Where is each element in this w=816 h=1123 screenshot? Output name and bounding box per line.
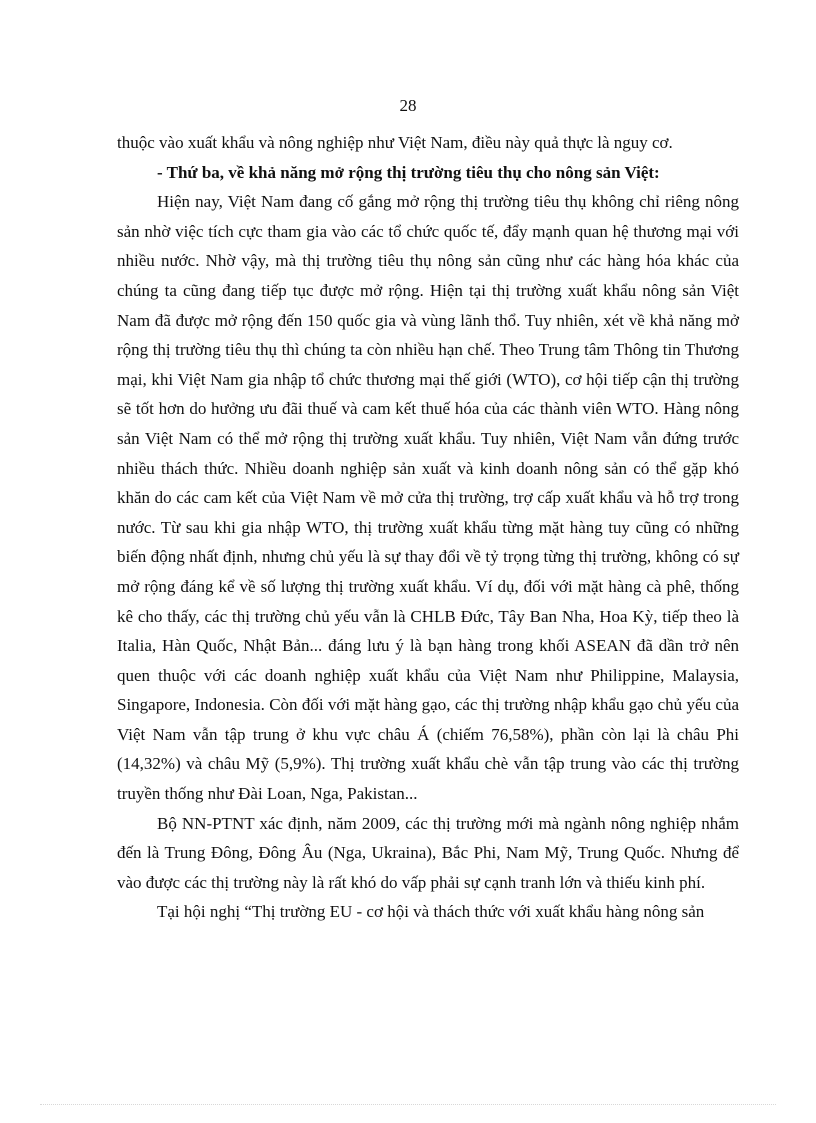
- page-bottom-border: [40, 1104, 776, 1105]
- paragraph-ministry-targets: Bộ NN-PTNT xác định, năm 2009, các thị trường mới mà ngành nông nghiệp nhắm đến là Trung Đông, Đông Âu (Nga, Ukraina), Bắc Phi, Nam Mỹ, Trung Quốc. Nhưng để vào được các thị trường này là rất khó do vấp phải sự cạnh tranh lớn và thiếu kinh phí.: [117, 813, 739, 892]
- paragraph-continuation: thuộc vào xuất khẩu và nông nghiệp như Việt Nam, điều này quả thực là nguy cơ.: [117, 133, 673, 152]
- page-number: 28: [399, 96, 417, 115]
- section-heading: - Thứ ba, về khả năng mở rộng thị trường tiêu thụ cho nông sản Việt:: [157, 162, 660, 182]
- paragraph-eu-conference: Tại hội nghị “Thị trường EU - cơ hội và thách thức với xuất khẩu hàng nông sản: [157, 902, 705, 922]
- body-text: [117, 128, 739, 927]
- paragraph-market-expansion: Hiện nay, Việt Nam đang cố gắng mở rộng thị trường tiêu thụ không chỉ riêng nông sản nhờ việc tích cực tham gia vào các tổ chức quốc tế, đẩy mạnh quan hệ thương mại với nhiều nước. Nhờ vậy, mà thị trường tiêu thụ nông sản cũng như các hàng hóa khác của chúng ta cũng đang tiếp tục được mở rộng. Hiện tại thị trường xuất khẩu nông sản Việt Nam đã được mở rộng đến 150 quốc gia và vùng lãnh thổ. Tuy nhiên, xét về khả năng mở rộng thị trường tiêu thụ thì chúng ta còn nhiều hạn chế. Theo Trung tâm Thông tin Thương mại, khi Việt Nam gia nhập tổ chức thương mại thế giới (WTO), cơ hội tiếp cận thị trường sẽ tốt hơn do hưởng ưu đãi thuế và cam kết thuế hóa của các thành viên WTO. Hàng nông sản Việt Nam có thể mở rộng thị trường xuất khẩu. Tuy nhiên, Việt Nam vẫn đứng trước nhiều thách thức. Nhiều doanh nghiệp sản xuất và kinh doanh nông sản có thể gặp khó khăn do các cam kết của Việt Nam về mở cửa thị trường, trợ cấp xuất khẩu và hỗ trợ trong nước. Từ sau khi gia nhập WTO, thị trường xuất khẩu từng mặt hàng tuy cũng có những biến động nhất định, nhưng chủ yếu là sự thay đổi về tỷ trọng từng thị trường, không có sự mở rộng đáng kể về số lượng thị trường xuất khẩu. Ví dụ, đối với mặt hàng cà phê, thống kê cho thấy, các thị trường chủ yếu vẫn là CHLB Đức, Tây Ban Nha, Hoa Kỳ, tiếp theo là Italia, Hàn Quốc, Nhật Bản... đáng lưu ý là bạn hàng trong khối ASEAN đã dần trở nên quen thuộc với các doanh nghiệp xuất khẩu của Việt Nam như Philippine, Malaysia, Singapore, Indonesia. Còn đối với mặt hàng gạo, các thị trường nhập khẩu gạo chủ yếu của Việt Nam vẫn tập trung ở khu vực châu Á (chiếm 76,58%), phần còn lại là châu Phi (14,32%) và châu Mỹ (5,9%). Thị trường xuất khẩu chè vẫn tập trung vào các thị trường truyền thống như Đài Loan, Nga, Pakistan...: [117, 192, 739, 804]
